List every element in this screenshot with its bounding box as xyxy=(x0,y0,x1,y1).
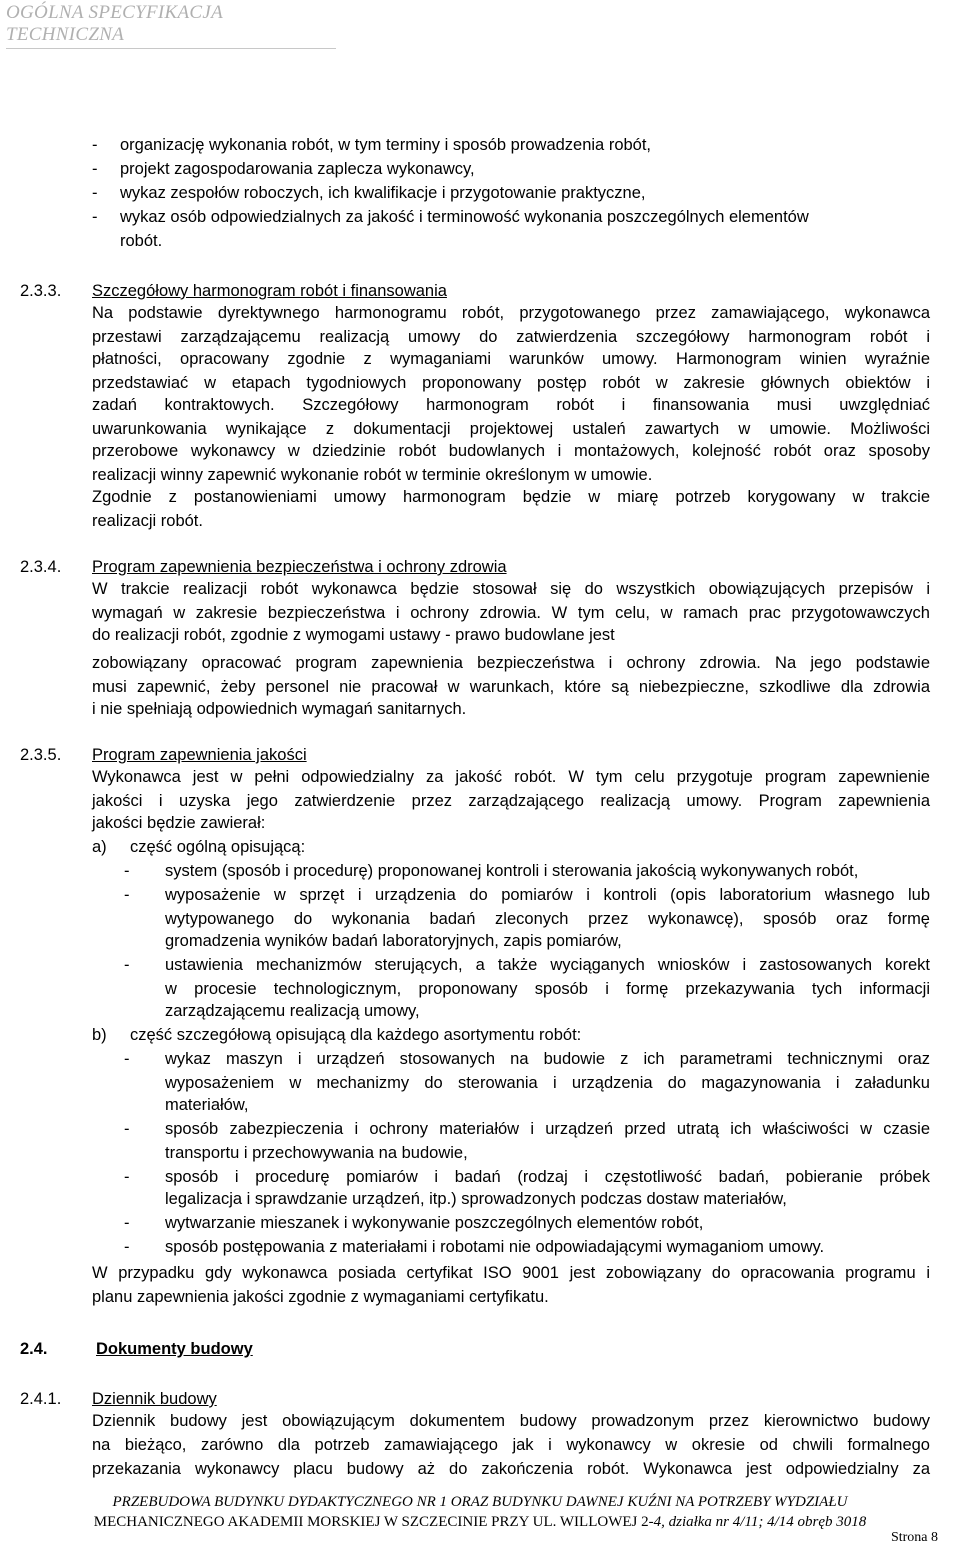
paragraph-line: realizacji winny zapewnić wykonanie robót w terminie określonym w umowie. xyxy=(92,466,653,484)
intro-bullet: organizację wykonania robót, w tym terminy i sposób prowadzenia robót, xyxy=(120,136,652,154)
bullet-dash: - xyxy=(124,1214,130,1232)
paragraph-line: płatności, opracowany zgodnie z wymaganiami warunków umowy. Harmonogram winien wyraźnie xyxy=(92,350,930,368)
list-item: wyposażenie w sprzęt i urządzenia do pomiarów i kontroli (opis laboratorium własnego lub xyxy=(165,886,930,904)
paragraph-line: na bieżąco, zarówno dla potrzeb zamawiającego jak i wykonawcy w okresie od chwili formalnego xyxy=(92,1436,930,1454)
page-number: Strona 8 xyxy=(890,1530,938,1545)
bullet-dash: - xyxy=(124,956,130,974)
bullet-dash: - xyxy=(124,1050,130,1068)
document-header: OGÓLNA SPECYFIKACJA TECHNICZNA xyxy=(6,2,336,49)
footer-text-italic: -4, działka nr 4/11; 4/14 obręb 3018 xyxy=(648,1514,867,1530)
list-title: część ogólną opisującą: xyxy=(130,838,306,856)
paragraph-line: Wykonawca jest w pełni odpowiedzialny za jakość robót. W tym celu przygotuje program zapewnienie xyxy=(92,768,930,786)
footer-line-2 xyxy=(0,1512,960,1532)
list-item: ustawienia mechanizmów sterujących, a także wyciąganych wniosków i zastosowanych korekt xyxy=(165,956,930,974)
list-label: b) xyxy=(92,1026,107,1044)
paragraph-line: planu zapewnienia jakości zgodnie z wymaganiami certyfikatu. xyxy=(92,1288,549,1306)
list-item-continuation: gromadzenia wyników badań laboratoryjnych, zapis pomiarów, xyxy=(165,932,622,950)
list-label: a) xyxy=(92,838,107,856)
list-item: sposób zabezpieczenia i ochrony materiałów i urządzeń przed utratą ich właściwości w czasie xyxy=(165,1120,930,1138)
section-title: Dziennik budowy xyxy=(92,1390,217,1408)
paragraph-line: zadań kontraktowych. Szczegółowy harmonogram robót i finansowania musi uwzględniać xyxy=(92,396,930,414)
footer-text: PRZEBUDOWA BUDYNKU DYDAKTYCZNEGO NR 1 ORAZ BUDYNKU DAWNEJ KUŹNI NA POTRZEBY WYDZIAŁU xyxy=(112,1494,848,1510)
intro-bullet-continuation: robót. xyxy=(120,232,163,250)
paragraph-line: zobowiązany opracować program zapewnienia bezpieczeństwa i ochrony zdrowia. Na jego podstawie xyxy=(92,654,930,672)
bullet-dash: - xyxy=(124,862,130,880)
list-item: sposób postępowania z materiałami i robotami nie odpowiadającymi wymaganiom umowy. xyxy=(165,1238,825,1256)
list-item: sposób i procedurę pomiarów i badań (rodzaj i częstotliwość badań, pobieranie próbek xyxy=(165,1168,930,1186)
list-title: część szczegółową opisującą dla każdego asortymentu robót: xyxy=(130,1026,582,1044)
bullet-dash: - xyxy=(124,1238,130,1256)
list-item-continuation: transportu i przechowywania na budowie, xyxy=(165,1144,468,1162)
paragraph-line: przerobowe wykonawcy w dziedzinie robót budowlanych i montażowych, kolejność robót oraz sposoby xyxy=(92,442,930,460)
list-item-continuation: legalizacja i sprawdzanie urządzeń, itp.) sprowadzonych podczas dostaw materiałów, xyxy=(165,1190,787,1208)
paragraph-line: i nie spełniają odpowiednich wymagań sanitarnych. xyxy=(92,700,467,718)
bullet-dash: - xyxy=(124,1168,130,1186)
paragraph-line: jakości będzie zawierał: xyxy=(92,814,266,832)
footer-line-1 xyxy=(0,1492,960,1512)
paragraph-line: przedstawiać w etapach tygodniowych proponowany postęp robót w zakresie głównych obiektów i xyxy=(92,374,930,392)
intro-bullet: wykaz zespołów roboczych, ich kwalifikacje i przygotowanie praktyczne, xyxy=(120,184,646,202)
paragraph-line: uwarunkowania wynikające z dokumentacji projektowej ustaleń zawartych w umowie. Możliwości xyxy=(92,420,930,438)
list-item-continuation: w procesie technologicznym, proponowany sposób i formę przekazywania tych informacji xyxy=(165,980,930,998)
bullet-dash: - xyxy=(92,136,98,154)
intro-bullet: projekt zagospodarowania zaplecza wykonawcy, xyxy=(120,160,475,178)
footer-text: MECHANICZNEGO AKADEMII MORSKIEJ W SZCZECINIE PRZY UL. WILLOWEJ 2 xyxy=(93,1514,649,1530)
list-item: wykaz maszyn i urządzeń stosowanych na budowie z ich parametrami technicznymi oraz xyxy=(165,1050,930,1068)
section-title: Dokumenty budowy xyxy=(96,1340,253,1358)
section-number: 2.3.5. xyxy=(20,746,62,764)
list-item-continuation: materiałów, xyxy=(165,1096,249,1114)
bullet-dash: - xyxy=(92,184,98,202)
list-item-continuation: wyposażeniem w mechanizmy do sterowania i urządzenia do magazynowania i załadunku xyxy=(165,1074,930,1092)
paragraph-line: realizacji robót. xyxy=(92,512,203,530)
bullet-dash: - xyxy=(124,886,130,904)
section-number: 2.4.1. xyxy=(20,1390,62,1408)
paragraph-line: W trakcie realizacji robót wykonawca będzie stosował się do wszystkich obowiązujących przepisów i xyxy=(92,580,930,598)
list-item-continuation: zarządzającemu realizacją umowy, xyxy=(165,1002,420,1020)
section-number: 2.4. xyxy=(20,1340,48,1358)
intro-bullet: wykaz osób odpowiedzialnych za jakość i terminowość wykonania poszczególnych elementów xyxy=(120,208,809,226)
bullet-dash: - xyxy=(92,208,98,226)
list-item: wytwarzanie mieszanek i wykonywanie poszczególnych elementów robót, xyxy=(165,1214,704,1232)
paragraph-line: przestawi zarządzającemu realizacją umowy do zatwierdzenia szczegółowy harmonogram robót i xyxy=(92,328,930,346)
paragraph-line: Dziennik budowy jest obowiązującym dokumentem budowy prowadzonym przez kierownictwo budowy xyxy=(92,1412,930,1430)
section-number: 2.3.4. xyxy=(20,558,62,576)
bullet-dash: - xyxy=(92,160,98,178)
section-title: Program zapewnienia jakości xyxy=(92,746,307,764)
paragraph-line: musi zapewnić, żeby personel nie pracował w warunkach, które są niebezpieczne, szkodliwe dla zdrowia xyxy=(92,678,930,696)
bullet-dash: - xyxy=(124,1120,130,1138)
list-item: system (sposób i procedurę) proponowanej kontroli i sterowania jakością wykonywanych robót, xyxy=(165,862,859,880)
paragraph-line: Zgodnie z postanowieniami umowy harmonogram będzie w miarę potrzeb korygowany w trakcie xyxy=(92,488,930,506)
paragraph-line: przekazania wykonawcy placu budowy aż do zakończenia robót. Wykonawca jest odpowiedzialny za xyxy=(92,1460,930,1478)
section-title: Program zapewnienia bezpieczeństwa i ochrony zdrowia xyxy=(92,558,507,576)
section-title: Szczegółowy harmonogram robót i finansowania xyxy=(92,282,447,300)
paragraph-line: W przypadku gdy wykonawca posiada certyfikat ISO 9001 jest zobowiązany do opracowania programu i xyxy=(92,1264,930,1282)
paragraph-line: Na podstawie dyrektywnego harmonogramu robót, przygotowanego przez zamawiającego, wykonawca xyxy=(92,304,930,322)
paragraph-line: jakości i uzyska jego zatwierdzenie przez zarządzającego realizacją umowy. Program zapewnienia xyxy=(92,792,930,810)
list-item-continuation: wytypowanego do wykonania badań zleconych przez wykonawcę), sposób oraz formę xyxy=(165,910,930,928)
section-number: 2.3.3. xyxy=(20,282,62,300)
paragraph-line: do realizacji robót, zgodnie z wymogami ustawy - prawo budowlane jest xyxy=(92,626,615,644)
paragraph-line: wymagań w zakresie bezpieczeństwa i ochrony zdrowia. W tym celu, w ramach prac przygotowawczych xyxy=(92,604,930,622)
